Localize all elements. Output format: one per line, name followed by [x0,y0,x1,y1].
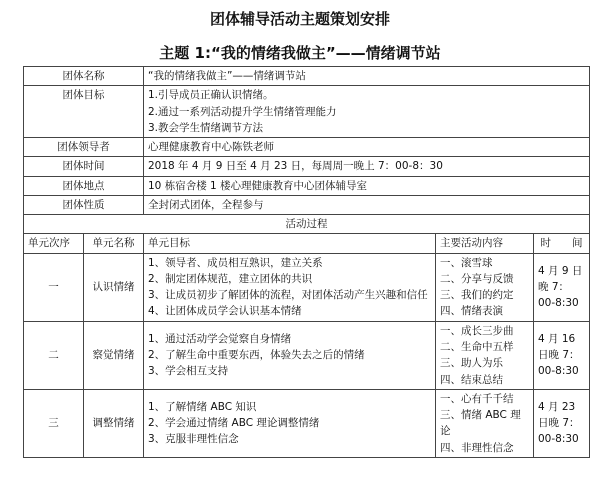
unit-order: 三 [24,389,84,457]
unit-goals [144,389,436,457]
col-header-content: 主要活动内容 [436,234,534,253]
goal-line: 2.通过一系列活动提升学生情绪管理能力 [148,105,337,118]
unit-order: 一 [24,253,84,321]
unit-content-line: 二、分享与反馈 [440,272,514,285]
unit-goal-line: 3、让成员初步了解团体的流程，对团体活动产生兴趣和信任 [148,289,428,302]
unit-content-line: 三、情绪 ABC 理论 [440,409,521,438]
unit-goal-line: 3、克服非理性信念 [148,433,239,446]
process-heading-row [24,215,590,234]
plan-table [23,66,590,458]
unit-time-line: 00-8:30 [538,365,579,378]
unit-contents [436,389,534,457]
unit-goal-line: 2、了解生命中重要东西，体验失去之后的情绪 [148,349,365,362]
unit-time-line: 4 月 23 [538,400,576,413]
unit-order: 二 [24,321,84,389]
process-heading: 活动过程 [24,215,590,234]
unit-time-line: 4 月 9 日 [538,264,583,277]
goal-label: 团体目标 [24,86,144,138]
time-value: 2018 年 4 月 9 日至 4 月 23 日，每周周一晚上 7：00-8：30 [144,157,590,176]
col-header-time: 时 间 [534,234,590,253]
col-header-order: 单元次序 [24,234,84,253]
unit-content-line: 三、助人为乐 [440,357,503,370]
name-value: “我的情绪我做主”——情绪调节站 [144,67,590,86]
unit-time-line: 00-8:30 [538,297,579,310]
info-row-place [24,176,590,195]
goal-value [144,86,590,138]
unit-row [24,389,590,457]
goal-line: 3.教会学生情绪调节方法 [148,121,264,134]
unit-content-line: 四、结束总结 [440,373,503,386]
unit-goal-line: 1、领导者、成员相互熟识，建立关系 [148,256,323,269]
goal-line: 1.引导成员正确认识情绪。 [148,89,274,102]
unit-row [24,321,590,389]
name-label: 团体名称 [24,67,144,86]
unit-time-line: 00-8:30 [538,433,579,446]
unit-time [534,253,590,321]
unit-goal-line: 3、学会相互支持 [148,365,229,378]
col-header-name: 单元名称 [84,234,144,253]
unit-content-line: 二、生命中五样 [440,340,514,353]
document-subtitle: 主题 1:“我的情绪我做主”——情绪调节站 [159,44,441,62]
unit-goal-line: 1、了解情绪 ABC 知识 [148,400,257,413]
unit-content-line: 一、心有千千结 [440,392,514,405]
unit-goals [144,321,436,389]
unit-goals [144,253,436,321]
unit-time-line: 晚 7： [538,281,570,294]
unit-name: 认识情绪 [84,253,144,321]
nature-label: 团体性质 [24,195,144,214]
place-label: 团体地点 [24,176,144,195]
unit-contents [436,253,534,321]
unit-name: 察觉情绪 [84,321,144,389]
place-value: 10 栋宿舍楼 1 楼心理健康教育中心团体辅导室 [144,176,590,195]
unit-time-line: 日晚 7： [538,417,580,430]
unit-goal-line: 2、制定团体规范，建立团体的共识 [148,272,313,285]
time-label: 团体时间 [24,157,144,176]
info-row-name [24,67,590,86]
info-row-leader [24,138,590,157]
unit-goal-line: 4、让团体成员学会认识基本情绪 [148,305,302,318]
unit-content-line: 四、非理性信念 [440,441,514,454]
unit-time-line: 日晚 7： [538,349,580,362]
unit-time [534,389,590,457]
unit-goal-line: 2、学会通过情绪 ABC 理论调整情绪 [148,417,320,430]
unit-name: 调整情绪 [84,389,144,457]
info-row-goal [24,86,590,138]
leader-value: 心理健康教育中心陈铁老师 [144,138,590,157]
unit-content-line: 三、我们的约定 [440,289,514,302]
process-header-row [24,234,590,253]
unit-content-line: 一、成长三步曲 [440,324,514,337]
nature-value: 全封闭式团体，全程参与 [144,195,590,214]
unit-time [534,321,590,389]
leader-label: 团体领导者 [24,138,144,157]
unit-content-line: 一、滚雪球 [440,256,493,269]
unit-row [24,253,590,321]
col-header-goal: 单元目标 [144,234,436,253]
unit-time-line: 4 月 16 [538,332,576,345]
info-row-nature [24,195,590,214]
unit-goal-line: 1、通过活动学会觉察自身情绪 [148,332,292,345]
unit-contents [436,321,534,389]
unit-content-line: 四、情绪表演 [440,305,503,318]
info-row-time [24,157,590,176]
document-title: 团体辅导活动主题策划安排 [209,10,390,28]
